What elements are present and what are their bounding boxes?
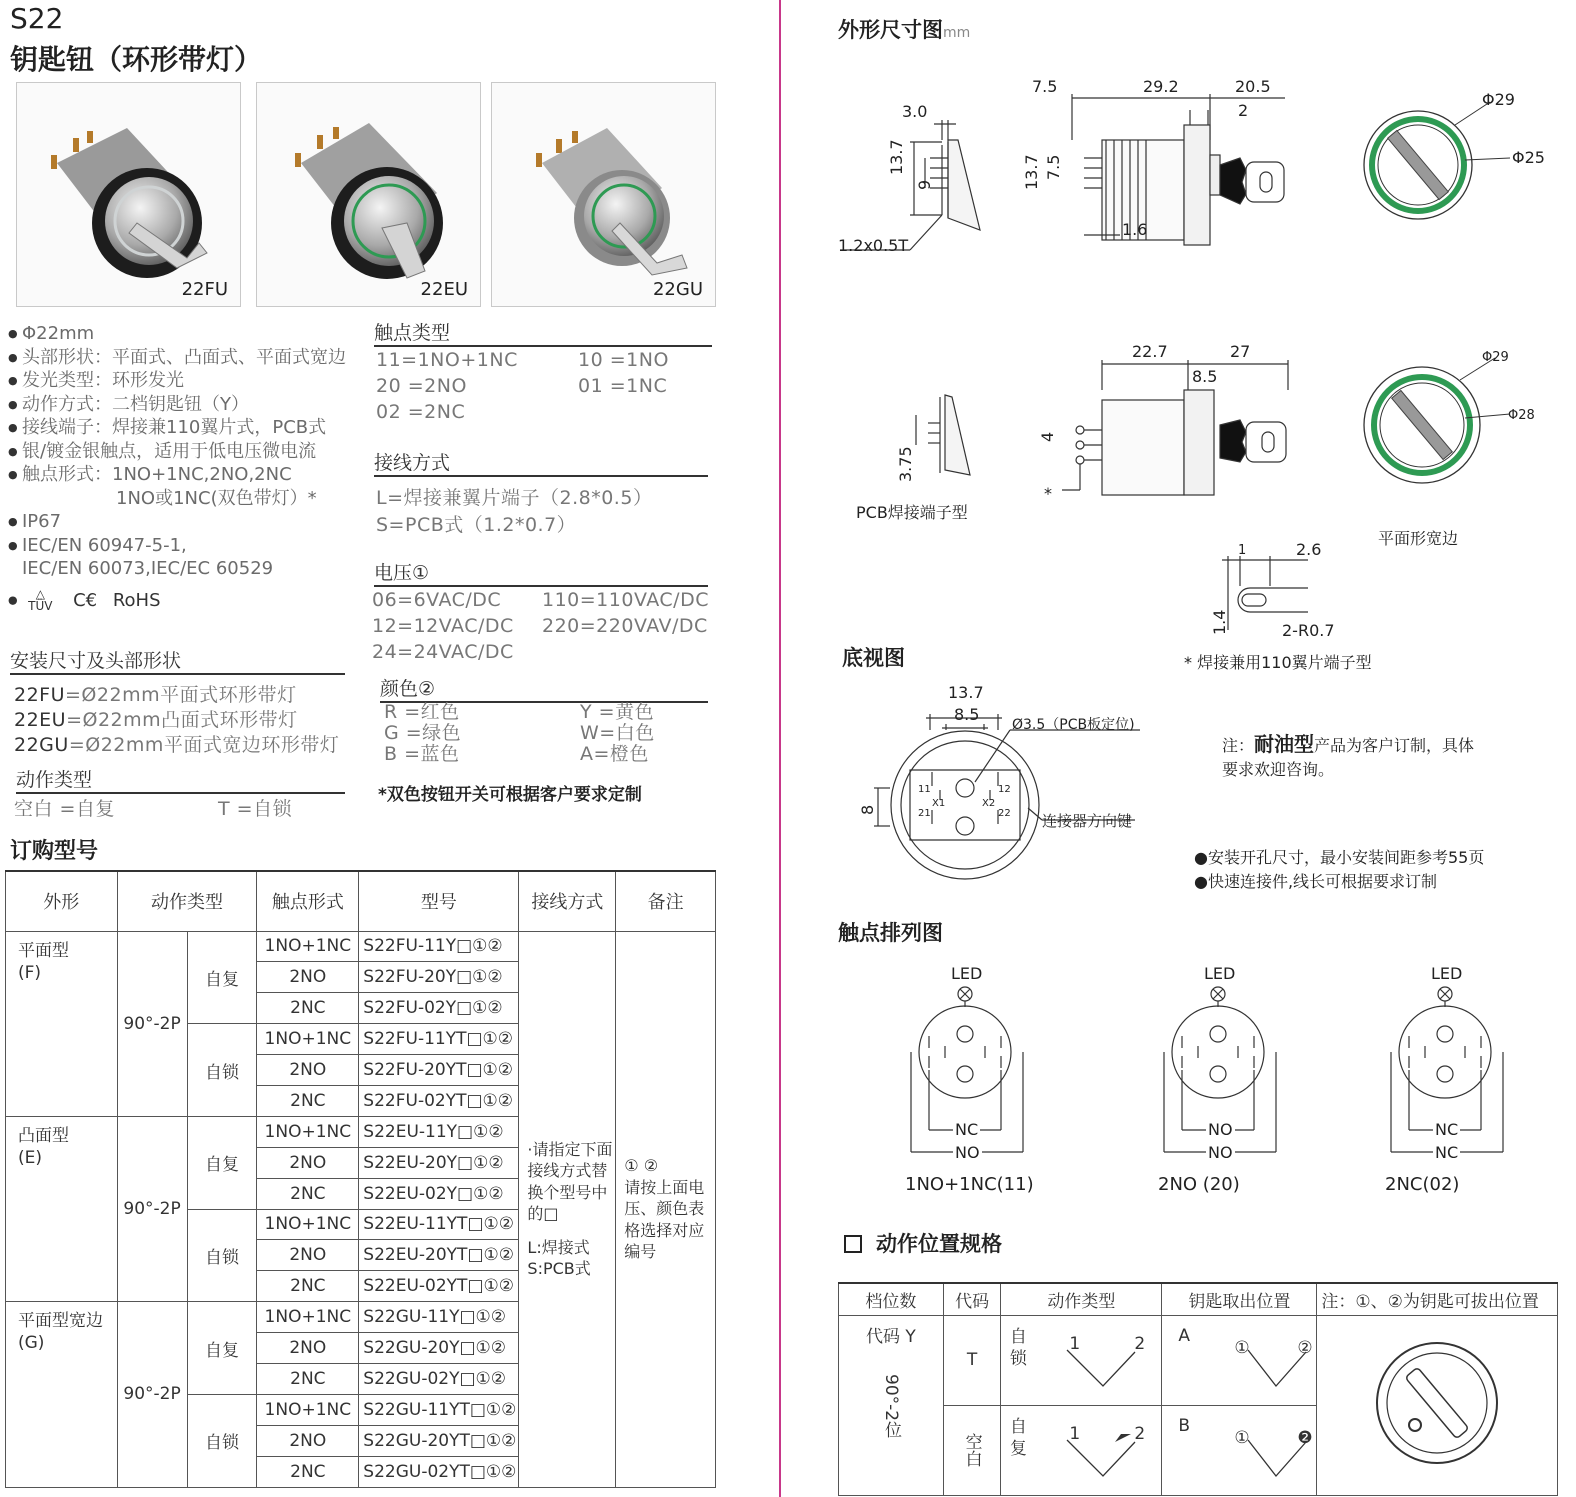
wiring-note: ·请指定下面接线方式替换个型号中的□ — [527, 1139, 613, 1224]
pcb-front-drawing — [1040, 360, 1300, 500]
pin-label: 12 — [998, 784, 1011, 795]
action-cell: 自复 — [187, 931, 257, 1024]
dim-label: 7.5 — [1032, 77, 1058, 96]
model-cell: S22EU-02Y□①② — [359, 1178, 519, 1209]
pin-label: 22 — [998, 808, 1011, 819]
angle-cell: 90°-2P — [117, 931, 187, 1116]
dim-label: Φ25 — [1512, 148, 1545, 167]
wiring-section-title: 接线方式 — [374, 448, 708, 477]
order-header: 备注 — [616, 871, 716, 931]
model-cell: S22FU-20YT□①② — [359, 1055, 519, 1086]
spec-item: ● 动作方式：二档钥匙钮（Y） — [8, 393, 363, 417]
contact-caption: 1NO+1NC(11) — [905, 1174, 1034, 1195]
connector-key-label: 连接器方向键 — [1042, 812, 1133, 830]
key-position-cell: B ① ❷ — [1162, 1405, 1317, 1495]
dim-label: 13.7 — [948, 683, 984, 702]
mount-item: 22GU=Ø22mm平面式宽边环形带灯 — [14, 734, 340, 756]
spec-item: ● 触点形式：1NO+1NC,2NO,2NC — [8, 463, 363, 487]
voltage-code: 12=12VAC/DC — [372, 615, 514, 637]
pcb-label: PCB焊接端子型 — [856, 503, 968, 522]
dim-label: 27 — [1230, 342, 1251, 361]
model-cell: S22EU-20YT□①② — [359, 1240, 519, 1271]
page-divider — [779, 0, 781, 1497]
dim-label: 9 — [915, 179, 934, 190]
led-label: LED — [951, 964, 983, 983]
action-code: 空白 — [943, 1405, 1001, 1495]
model-cell: S22GU-02YT□①② — [359, 1456, 519, 1487]
contact-cell: 2NO — [257, 962, 359, 993]
switch-22gu-illustration — [492, 83, 714, 305]
contact-top-label: NC — [1435, 1120, 1459, 1139]
model-cell: S22FU-02Y□①② — [359, 993, 519, 1024]
spec-item: ● Φ22mm — [8, 322, 363, 346]
dim-label: 8.5 — [954, 705, 980, 724]
angle-cell: 90°-2P — [117, 1302, 187, 1487]
dim-label: 2 — [1238, 101, 1249, 120]
cert-row: ● △ TÜV C€ RoHS — [8, 587, 161, 613]
pin-label: 21 — [918, 808, 931, 819]
photo-caption: 22GU — [652, 279, 703, 300]
contact-section-title: 触点类型 — [374, 318, 712, 347]
color-code: W=白色 — [580, 722, 655, 744]
contact-bottom-label: NO — [955, 1143, 980, 1162]
model-cell: S22EU-11YT□①② — [359, 1209, 519, 1240]
spec-item: ● 发光类型：环形发光 — [8, 369, 363, 393]
color-code: Y =黄色 — [580, 701, 655, 723]
dim-label: 1.6 — [1122, 220, 1148, 239]
contact-diagram-title: 触点排列图 — [838, 921, 943, 945]
contact-diagram — [1158, 962, 1308, 1202]
contact-cell: 2NC — [257, 1363, 359, 1394]
key-position-cell: A ① ② — [1162, 1315, 1317, 1405]
contact-bottom-label: NC — [1435, 1143, 1459, 1162]
dim-label: 8.5 — [1192, 367, 1218, 386]
spec-list — [8, 322, 363, 581]
dim-label: 4 — [1038, 431, 1057, 442]
spec-item: ● IEC/EN 60947-5-1, — [8, 534, 363, 558]
dim-label: 1.2x0.5T — [838, 236, 909, 255]
bottom-view-title: 底视图 — [842, 646, 905, 670]
contact-cell: 1NO+1NC — [257, 931, 359, 962]
mount-item: 22EU=Ø22mm凸面式环形带灯 — [14, 709, 298, 731]
wide-face-drawing — [1350, 350, 1550, 500]
spec-item: IEC/EN 60073,IEC/EC 60529 — [22, 558, 274, 579]
spec-item: ● 银/镀金银触点，适用于低电压微电流 — [8, 440, 363, 464]
model-cell: S22FU-11Y□①② — [359, 931, 519, 962]
order-header: 外形 — [6, 871, 118, 931]
contact-code: 01 =1NC — [578, 375, 668, 397]
product-code: S22 — [10, 2, 64, 35]
pin-label: 11 — [918, 784, 931, 795]
model-cell: S22GU-20YT□①② — [359, 1425, 519, 1456]
contact-caption: 2NO (20) — [1158, 1174, 1240, 1195]
wiring-s: S=PCB式（1.2*0.7） — [376, 514, 577, 536]
dim-label: 7.5 — [1044, 154, 1063, 180]
dim-label: * — [1044, 484, 1052, 503]
contact-cell: 1NO+1NC — [257, 1024, 359, 1055]
contact-top-label: NC — [955, 1120, 979, 1139]
photo-22eu — [256, 82, 481, 307]
dual-color-note: *双色按钮开关可根据客户要求定制 — [378, 785, 642, 805]
oil-resistant-note: 注：耐油型产品为客户订制，具体 要求欢迎咨询。 — [1222, 732, 1475, 779]
dim-label: Ø3.5（PCB板定位) — [1012, 717, 1135, 733]
dim-label: 20.5 — [1235, 77, 1271, 96]
voltage-code: 220=220VAV/DC — [542, 615, 708, 637]
contact-code: 20 =2NO — [376, 375, 467, 397]
shape-cell: 凸面型 (E) — [6, 1116, 118, 1301]
voltage-code: 24=24VAC/DC — [372, 641, 514, 663]
action-type-lock: T =自锁 — [218, 798, 293, 820]
model-cell: S22EU-20Y□①② — [359, 1147, 519, 1178]
color-section-title: 颜色② — [380, 674, 708, 703]
voltage-code: 06=6VAC/DC — [372, 589, 502, 611]
contact-cell: 2NO — [257, 1240, 359, 1271]
model-cell: S22GU-02Y□①② — [359, 1363, 519, 1394]
contact-diagram — [905, 962, 1055, 1202]
dim-label: Φ29 — [1482, 90, 1515, 109]
spec-item: ● 头部形状：平面式、凸面式、平面式宽边 — [8, 346, 363, 370]
contact-cell: 1NO+1NC — [257, 1394, 359, 1425]
contact-cell: 2NO — [257, 1055, 359, 1086]
dim-label: 8 — [858, 804, 877, 815]
install-notes: ●安装开孔尺寸，最小安装间距参考55页 ●快速连接件,线长可根据要求订制 — [1194, 848, 1485, 891]
mount-section-title: 安装尺寸及头部形状 — [10, 646, 345, 675]
action-row — [839, 1315, 1558, 1405]
photo-caption: 22FU — [181, 279, 228, 300]
action-spec-title: 动作位置规格 — [844, 1228, 1002, 1258]
photo-22fu — [16, 82, 241, 307]
action-cell: 自复 — [187, 1116, 257, 1209]
checkbox-icon — [844, 1235, 862, 1253]
dim-label: 2-R0.7 — [1282, 621, 1335, 640]
model-cell: S22EU-02YT□①② — [359, 1271, 519, 1302]
color-code: R =红色 — [384, 701, 460, 723]
contact-cell: 2NC — [257, 1271, 359, 1302]
order-header-row — [6, 871, 716, 931]
voltage-section-title: 电压① — [374, 558, 708, 587]
shape-cell: 平面型 (F) — [6, 931, 118, 1116]
dim-label: Φ29 — [1482, 350, 1509, 365]
order-title: 订购型号 — [10, 839, 99, 864]
wiring-note-cell — [519, 931, 616, 1487]
wide-label: 平面形宽边 — [1378, 529, 1459, 548]
dim-label: 29.2 — [1143, 77, 1179, 96]
photo-22gu — [491, 82, 716, 307]
dim-label: 13.7 — [1022, 154, 1041, 190]
face-view-drawing — [1360, 100, 1540, 240]
color-code: G =绿色 — [384, 722, 462, 744]
contact-code: 11=1NO+1NC — [376, 349, 518, 371]
contact-cell: 2NC — [257, 993, 359, 1024]
action-type-title: 动作类型 — [16, 765, 345, 794]
spec-item: ● 接线端子：焊接兼110翼片式，PCB式 — [8, 416, 363, 440]
switch-22eu-illustration — [257, 83, 479, 305]
led-label: LED — [1204, 964, 1236, 983]
order-header: 接线方式 — [519, 871, 616, 931]
dim-label: 1 — [1238, 543, 1247, 558]
action-code: T — [943, 1315, 1001, 1405]
key-dial-drawing — [1367, 1333, 1507, 1473]
action-header: 档位数 — [839, 1283, 944, 1315]
dim-label: 3.0 — [902, 102, 928, 121]
dim-label: 3.75 — [896, 446, 915, 482]
action-type-cell: 自复 1 2 — [1001, 1405, 1162, 1495]
contact-caption: 2NC(02) — [1385, 1174, 1460, 1195]
action-code-cell: 代码 Y 90°-2位 — [839, 1315, 944, 1495]
table-row — [6, 931, 716, 962]
tuv-icon: △ TÜV — [28, 587, 53, 613]
contact-cell: 2NO — [257, 1333, 359, 1364]
photo-caption: 22EU — [420, 279, 468, 300]
contact-cell: 2NO — [257, 1425, 359, 1456]
order-header: 触点形式 — [257, 871, 359, 931]
wiring-note-codes: L:焊接式 S:PCB式 — [527, 1237, 591, 1279]
shape-cell: 平面型宽边 (G) — [6, 1302, 118, 1487]
model-cell: S22GU-20Y□①② — [359, 1333, 519, 1364]
action-angle: 90°-2位 — [881, 1373, 901, 1438]
action-spec-table — [838, 1282, 1558, 1496]
product-name: 钥匙钮（环形带灯） — [10, 43, 263, 76]
dim-label: 22.7 — [1132, 342, 1168, 361]
contact-diagram — [1385, 962, 1535, 1202]
action-header-note: 注：①、②为钥匙可拔出位置 — [1317, 1283, 1558, 1315]
dim-label: 1.4 — [1210, 609, 1229, 635]
action-header: 动作类型 — [1001, 1283, 1162, 1315]
contact-cell: 1NO+1NC — [257, 1116, 359, 1147]
mount-item: 22FU=Ø22mm平面式环形带灯 — [14, 684, 297, 706]
ce-icon: C€ — [73, 589, 98, 611]
dim-label: 13.7 — [887, 139, 906, 175]
pin-label: X2 — [982, 798, 996, 809]
action-header: 钥匙取出位置 — [1162, 1283, 1317, 1315]
model-cell: S22GU-11Y□①② — [359, 1302, 519, 1333]
contact-code: 02 =2NC — [376, 401, 466, 423]
order-header: 动作类型 — [117, 871, 257, 931]
pin-label: X1 — [932, 798, 946, 809]
action-cell: 自锁 — [187, 1024, 257, 1117]
angle-cell: 90°-2P — [117, 1116, 187, 1301]
model-cell: S22GU-11YT□①② — [359, 1394, 519, 1425]
contact-cell: 2NC — [257, 1085, 359, 1116]
contact-top-label: NO — [1208, 1120, 1233, 1139]
dims-title: 外形尺寸图mm — [838, 18, 971, 42]
action-cell: 自锁 — [187, 1394, 257, 1487]
action-type-cell: 自锁 1 2 — [1001, 1315, 1162, 1405]
contact-bottom-label: NO — [1208, 1143, 1233, 1162]
wiring-l: L=焊接兼翼片端子（2.8*0.5） — [376, 487, 653, 509]
contact-cell: 2NC — [257, 1178, 359, 1209]
model-cell: S22FU-02YT□①② — [359, 1085, 519, 1116]
action-cell: 自锁 — [187, 1209, 257, 1302]
action-header: 代码 — [943, 1283, 1001, 1315]
voltage-code: 110=110VAC/DC — [542, 589, 709, 611]
order-header: 型号 — [359, 871, 519, 931]
color-code: A=橙色 — [580, 743, 649, 765]
color-code: B =蓝色 — [384, 743, 460, 765]
switch-22fu-illustration — [17, 83, 239, 305]
contact-cell: 1NO+1NC — [257, 1302, 359, 1333]
contact-cell: 2NC — [257, 1456, 359, 1487]
key-dial-cell — [1317, 1315, 1558, 1495]
spec-item: ● IP67 — [8, 510, 363, 534]
action-type-auto: 空白 =自复 — [14, 798, 115, 820]
spec-item: 1NO或1NC(双色带灯）* — [116, 487, 317, 509]
rohs-label: RoHS — [112, 589, 161, 611]
contact-cell: 2NO — [257, 1147, 359, 1178]
model-cell: S22FU-11YT□①② — [359, 1024, 519, 1055]
order-table — [5, 870, 716, 1488]
contact-code: 10 =1NO — [578, 349, 669, 371]
action-header-row — [839, 1283, 1558, 1315]
dim-label: Φ28 — [1508, 408, 1535, 423]
terminal-label: * 焊接兼用110翼片端子型 — [1184, 653, 1372, 672]
contact-cell: 1NO+1NC — [257, 1209, 359, 1240]
action-cell: 自复 — [187, 1302, 257, 1395]
led-label: LED — [1431, 964, 1463, 983]
model-cell: S22EU-11Y□①② — [359, 1116, 519, 1147]
dim-label: 2.6 — [1296, 540, 1322, 559]
remark-cell: ① ② 请按上面电压、颜色表格选择对应编号 — [616, 931, 716, 1487]
order-body — [6, 931, 716, 1487]
model-cell: S22FU-20Y□①② — [359, 962, 519, 993]
